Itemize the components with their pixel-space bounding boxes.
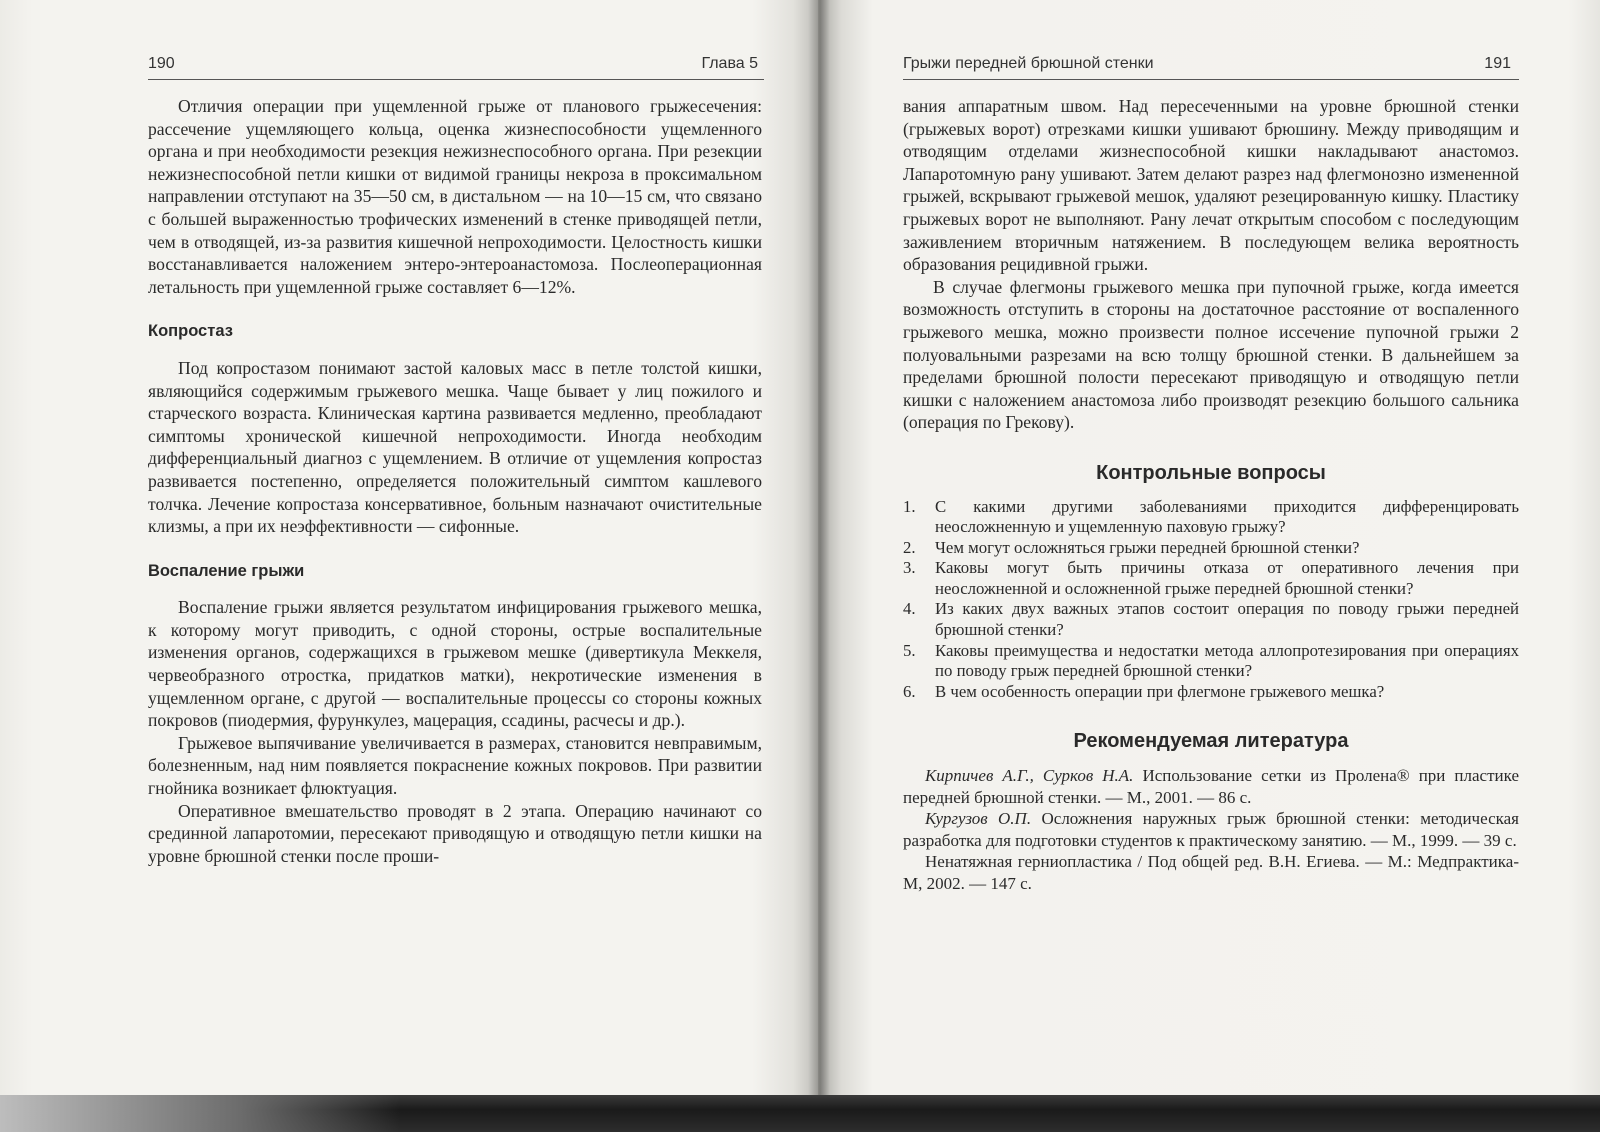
question-text: В чем особенность операции при флегмоне грыжевого мешка?: [935, 681, 1385, 701]
literature-authors: Кургузов О.П.: [925, 809, 1032, 829]
section-heading-coprostasis: Копростаз: [148, 322, 233, 341]
question-number: 1.: [903, 496, 916, 516]
right-text-column: [903, 95, 1519, 894]
left-page-number: 190: [148, 55, 175, 72]
paragraph: Оперативное вмешательство проводят в 2 этапа. Операцию начинают со срединной лапаротомии, пересекают приводящую и отводящую петли кишки на уровне брюшной стенки после проши-: [148, 800, 762, 866]
question-item: [903, 497, 1519, 538]
questions-heading: Контрольные вопросы: [1096, 461, 1326, 484]
paragraph-continued: вания аппаратным швом. Над пересеченными на уровне брюшной стенки (грыжевых ворот) отрезками кишки ушивают брюшину. Между приводящим и отводящим отделами жизнеспособной кишки накладывают анастомоз. Лапаротомную рану ушивают. Затем делают разрез над флегмонозно измененной грыжей, вскрывают грыжевой мешок, удаляют резецированную кишку. Пластику грыжевых ворот не выполняют. Рану лечат открытым способом с последующим заживлением вторичным натяжением. В последующем велика вероятность образования рецидивной грыжи.: [903, 96, 1519, 275]
question-text: Каковы преимущества и недостатки метода аллопротезирования при операциях по поводу грыж передней брюшной стенки?: [935, 640, 1519, 681]
question-text: Чем могут осложняться грыжи передней брюшной стенки?: [935, 537, 1360, 557]
questions-list: [903, 497, 1519, 703]
left-running-title: Глава 5: [701, 55, 758, 72]
left-text-column: [148, 95, 762, 867]
right-page-header: [903, 55, 1519, 80]
question-item: [903, 682, 1519, 703]
right-page-number: 191: [1484, 55, 1511, 72]
literature-text: Осложнения наружных грыж брюшной стенки: методическая разработка для подготовки студентов к практическому занятию. — М., 1999. — 39 с.: [903, 809, 1519, 850]
literature-entry: [903, 808, 1519, 851]
book-gutter: [808, 0, 830, 1100]
literature-entry: [903, 851, 1519, 894]
question-number: 3.: [903, 558, 916, 578]
literature-heading: Рекомендуемая литература: [1073, 730, 1349, 753]
question-number: 2.: [903, 537, 916, 557]
paragraph: Отличия операции при ущемленной грыже от планового грыжесечения: рассечение ущемляющего кольца, оценка жизнеспособности ущемленного органа и при необходимости резекция нежизнеспособного органа. При резекции нежизнеспособной петли кишки от видимой границы некроза в проксимальном направлении отступают на 35—50 см, в дистальном — на 10—15 см, что связано с большей выраженностью трофических изменений в стенке приводящей петли, чем в отводящей, из-за развития кишечной непроходимости. Целостность кишки восстанавливается наложением энтеро-энтероанастомоза. Послеоперационная летальность при ущемленной грыже составляет 6—12%.: [148, 96, 762, 297]
scanner-bottom-edge: [0, 1095, 1600, 1132]
question-item: [903, 599, 1519, 640]
question-item: [903, 538, 1519, 559]
left-page-header: [148, 55, 764, 80]
right-running-title: Грыжи передней брюшной стенки: [903, 55, 1154, 72]
question-item: [903, 641, 1519, 682]
literature-text: Использование сетки из Пролена® при пластике передней брюшной стенки. — М., 2001. — 86 с.: [903, 766, 1519, 807]
paragraph: Воспаление грыжи является результатом инфицирования грыжевого мешка, к которому могут приводить, с одной стороны, острые воспалительные изменения органов, содержащихся в грыжевом мешке (дивертикула Меккеля, червеобразного отростка, придатков матки), некротические изменения в ущемленном органе, с другой — воспалительные процессы со стороны кожных покровов (пиодермия, фурункулез, мацерация, ссадины, расчесы и др.).: [148, 597, 762, 731]
question-text: Из каких двух важных этапов состоит операция по поводу грыжи передней брюшной стенки?: [935, 599, 1519, 640]
question-number: 6.: [903, 681, 916, 701]
question-number: 4.: [903, 599, 916, 619]
question-number: 5.: [903, 640, 916, 660]
paragraph: Под копростазом понимают застой каловых масс в петле толстой кишки, являющийся содержимым грыжевого мешка. Чаще бывает у лиц пожилого и старческого возраста. Клиническая картина развивается медленно, преобладают симптомы хронической кишечной непроходимости. Иногда необходим дифференциальный диагноз с ущемлением. В отличие от ущемления копростаз развивается постепенно, определяется положительный симптом кашлевого толчка. Лечение копростаза консервативное, больным назначают очистительные клизмы, а при их неэффективности — сифонные.: [148, 357, 762, 537]
literature-entry: [903, 765, 1519, 808]
literature-text: Ненатяжная герниопластика / Под общей ред. В.Н. Егиева. — М.: Медпрактика-М, 2002. — 147 с.: [903, 852, 1519, 893]
section-heading-inflammation: Воспаление грыжи: [148, 561, 305, 580]
literature-authors: Кирпичев А.Г., Сурков Н.А.: [925, 766, 1134, 786]
paragraph: Грыжевое выпячивание увеличивается в размерах, становится невправимым, болезненным, над ним появляется покраснение кожных покровов. При развитии гнойника возникает флюктуация.: [148, 732, 762, 799]
literature-list: [903, 765, 1519, 894]
paragraph: В случае флегмоны грыжевого мешка при пупочной грыже, когда имеется возможность отступить в стороны на достаточное расстояние от воспаленного грыжевого мешка, можно произвести полное иссечение пупочной грыжи 2 полуовальными разрезами на всю толщу брюшной стенки. В дальнейшем за пределами брюшной полости пересекают приводящую и отводящую петли кишки с наложением анастомоза либо производят резекцию большого сальника (операция по Грекову).: [903, 276, 1519, 433]
question-text: С какими другими заболеваниями приходится дифференцировать неосложненную и ущемленную паховую грыжу?: [935, 496, 1519, 537]
question-text: Каковы могут быть причины отказа от оперативного лечения при неосложненной и осложненной грыже передней брюшной стенки?: [935, 558, 1519, 598]
question-item: [903, 558, 1519, 599]
